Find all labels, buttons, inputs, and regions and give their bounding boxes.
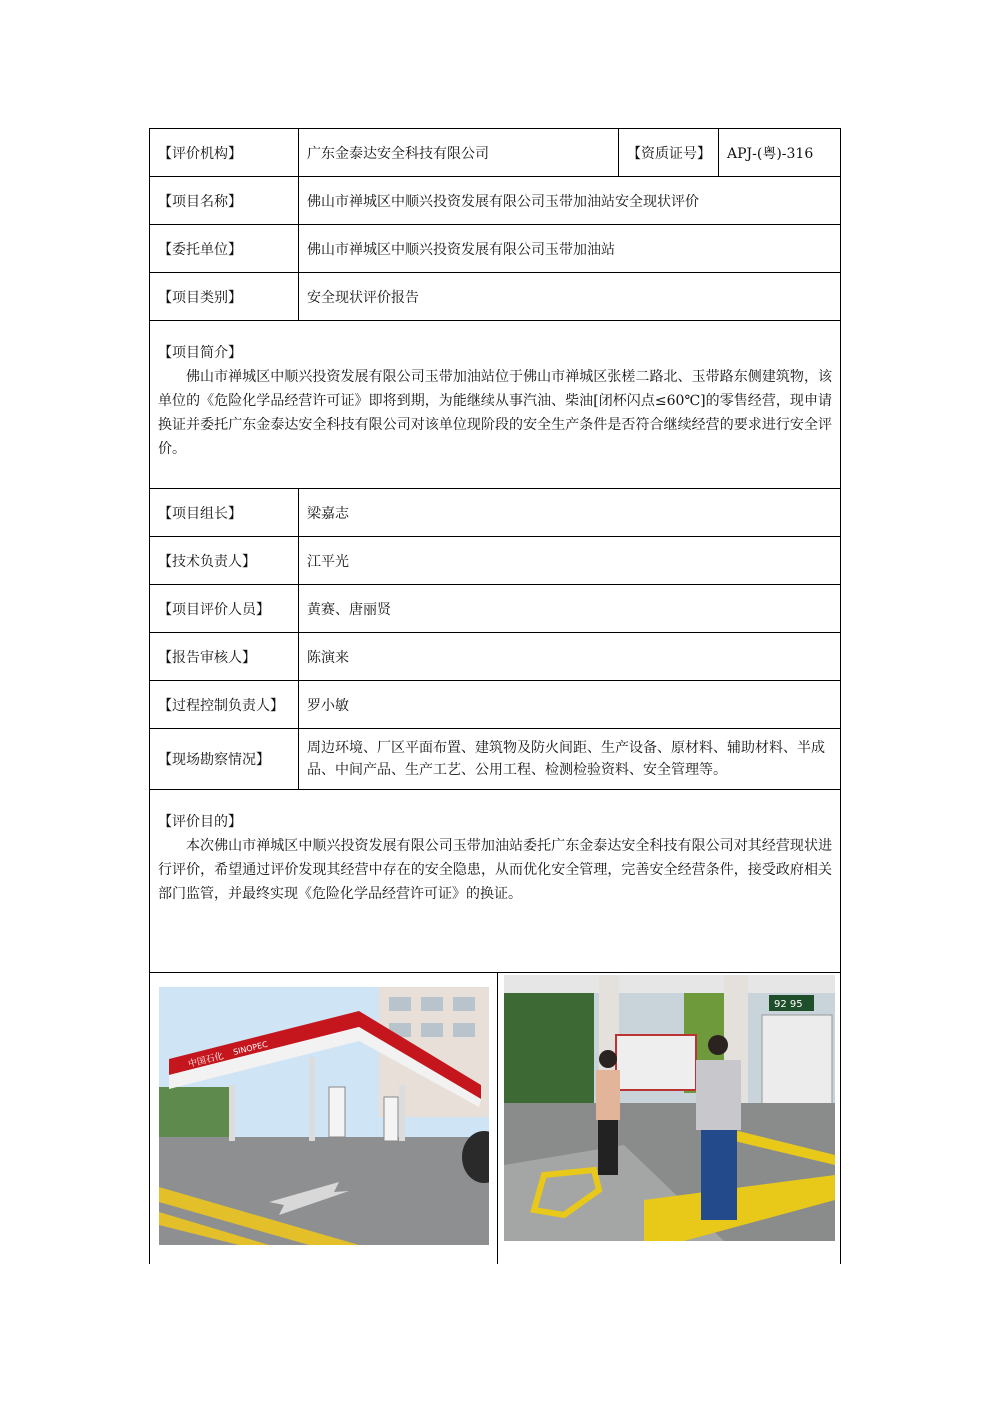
staff-row [149, 536, 841, 584]
photo-cell-left [150, 973, 498, 1264]
staff-row [149, 632, 841, 680]
staff-row [149, 680, 841, 728]
project-name-value: 佛山市禅城区中顺兴投资发展有限公司玉带加油站安全现状评价 [307, 193, 699, 210]
process-control-value: 罗小敏 [307, 697, 349, 714]
evaluators-value: 黄赛、唐丽贤 [307, 601, 391, 618]
evaluators-label: 【项目评价人员】 [150, 585, 299, 632]
intro-title: 【项目简介】 [158, 345, 242, 361]
process-control-label: 【过程控制负责人】 [150, 681, 299, 728]
reviewer-label: 【报告审核人】 [150, 633, 299, 680]
category-value: 安全现状评价报告 [307, 289, 419, 306]
staff-row [149, 584, 841, 632]
client-value: 佛山市禅城区中顺兴投资发展有限公司玉带加油站 [307, 241, 615, 258]
project-name-label: 【项目名称】 [150, 177, 299, 224]
survey-label: 【现场勘察情况】 [150, 729, 299, 789]
cert-value: APJ-(粤)-316 [727, 145, 814, 162]
client-row [149, 224, 841, 272]
project-name-row [149, 176, 841, 224]
gas-station-photo [159, 987, 489, 1245]
org-row [149, 128, 841, 176]
price-sign-text: 92 95 [774, 999, 803, 1010]
org-value: 广东金泰达安全科技有限公司 [299, 129, 619, 176]
report-sheet [149, 128, 841, 1264]
purpose-title: 【评价目的】 [158, 814, 242, 830]
tech-lead-label: 【技术负责人】 [150, 537, 299, 584]
leader-value: 梁嘉志 [307, 505, 349, 522]
photo-cell-right [498, 973, 840, 1264]
category-row [149, 272, 841, 320]
client-label: 【委托单位】 [150, 225, 299, 272]
cert-label: 【资质证号】 [619, 129, 719, 176]
site-inspection-photo [504, 975, 835, 1241]
photo-row [149, 972, 841, 1264]
purpose-section [149, 789, 841, 972]
leader-label: 【项目组长】 [150, 489, 299, 536]
survey-row [149, 728, 841, 789]
org-label: 【评价机构】 [150, 129, 299, 176]
intro-section [149, 320, 841, 488]
purpose-body: 本次佛山市禅城区中顺兴投资发展有限公司玉带加油站委托广东金泰达安全科技有限公司对其经营现状进行评价，希望通过评价发现其经营中存在的安全隐患，从而优化安全管理，完善安全经营条件，接受政府相关部门监管，并最终实现《危险化学品经营许可证》的换证。 [158, 838, 832, 902]
reviewer-value: 陈演来 [307, 649, 349, 666]
canopy-brand-text-2: SINOPEC [232, 1039, 269, 1057]
intro-body: 佛山市禅城区中顺兴投资发展有限公司玉带加油站位于佛山市禅城区张槎二路北、玉带路东侧建筑物，该单位的《危险化学品经营许可证》即将到期，为能继续从事汽油、柴油[闭杯闪点≤60℃]的零售经营，现申请换证并委托广东金泰达安全科技有限公司对该单位现阶段的安全生产条件是否符合继续经营的要求进行安全评价。 [158, 369, 832, 457]
staff-row [149, 488, 841, 536]
canopy-brand-text-1: 中国石化 [187, 1051, 225, 1070]
survey-value: 周边环境、厂区平面布置、建筑物及防火间距、生产设备、原材料、辅助材料、半成品、中间产品、生产工艺、公用工程、检测检验资料、安全管理等。 [307, 740, 825, 778]
tech-lead-value: 江平光 [307, 553, 349, 570]
category-label: 【项目类别】 [150, 273, 299, 320]
